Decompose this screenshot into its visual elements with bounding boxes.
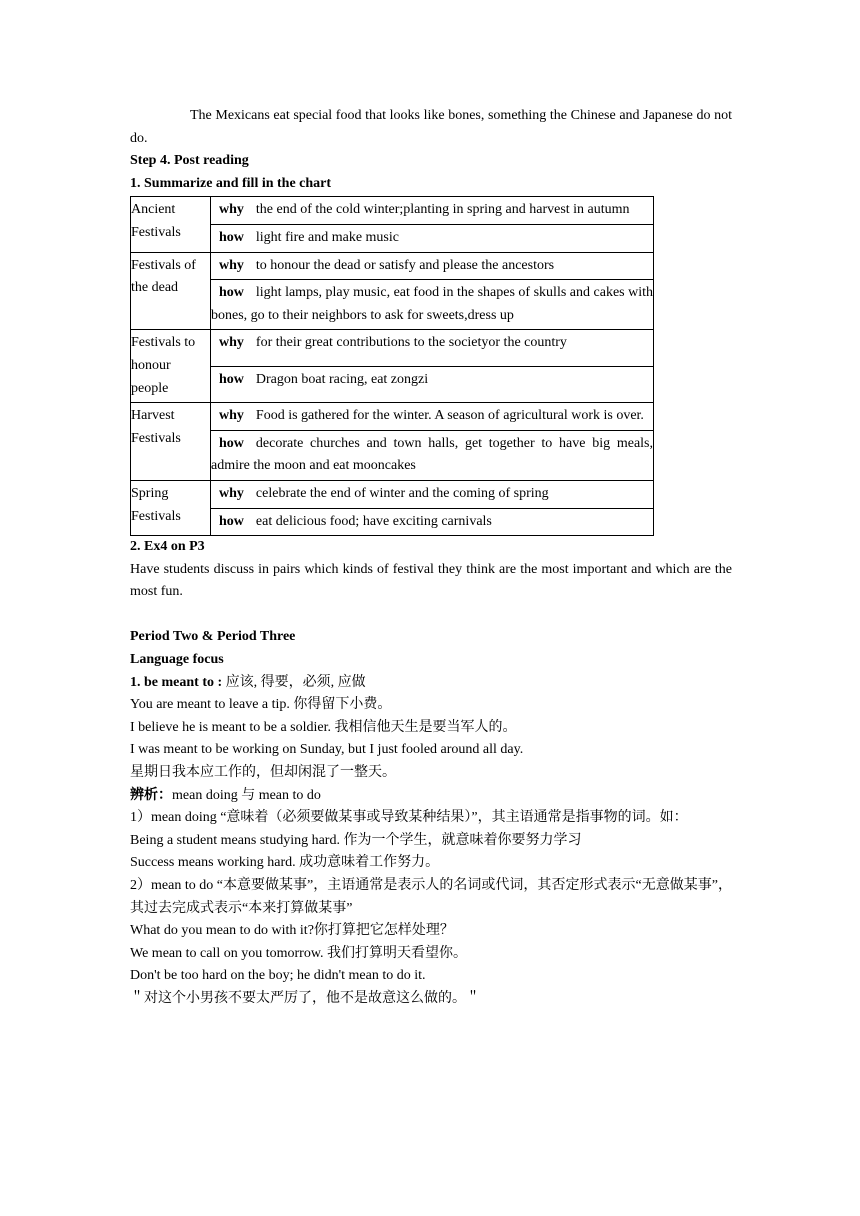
festival-category: Festivals to honour people xyxy=(131,330,211,403)
period-heading: Period Two & Period Three xyxy=(130,629,296,645)
why-cell xyxy=(211,330,654,366)
how-cell xyxy=(211,366,654,402)
festival-category: Ancient Festivals xyxy=(131,197,211,252)
how-text: light lamps, play music, eat food in the shapes of skulls and cakes with bones, go to their neighbors to ask for sweets,dress up xyxy=(211,285,653,323)
why-text: celebrate the end of winter and the coming of spring xyxy=(255,485,549,501)
step4-heading: Step 4. Post reading xyxy=(130,153,249,169)
why-cell xyxy=(211,480,654,508)
chart-row-why xyxy=(131,197,654,225)
festival-chart-body xyxy=(131,197,654,536)
discuss-paragraph: Have students discuss in pairs which kinds of festival they think are the most important and which are the most fun. xyxy=(130,561,732,600)
summarize-heading: 1. Summarize and fill in the chart xyxy=(130,175,332,191)
why-cell xyxy=(211,252,654,280)
festival-chart xyxy=(130,196,654,536)
why-text: Food is gathered for the winter. A season of agricultural work is over. xyxy=(255,408,644,424)
festival-category: Spring Festivals xyxy=(131,480,211,535)
how-text: Dragon boat racing, eat zongzi xyxy=(255,371,429,387)
ex4-heading: 2. Ex4 on P3 xyxy=(130,539,205,555)
example-line: We mean to call on you tomorrow. 我们打算明天看望你。 xyxy=(130,945,468,961)
example-line: ＂对这个小男孩不要太严厉了，他不是故意这么做的。＂ xyxy=(130,990,480,1006)
language-focus-heading: Language focus xyxy=(130,652,224,668)
why-cell xyxy=(211,197,654,225)
example-line: Success means working hard. 成功意味着工作努力。 xyxy=(130,855,440,871)
festival-category: Festivals of the dead xyxy=(131,252,211,330)
example-line: Don't be too hard on the boy; he didn't mean to do it. xyxy=(130,968,426,984)
how-cell xyxy=(211,508,654,536)
point1-line: 1）mean doing “意味着（必须要做某事或导致某种结果）”，其主语通常是指事物的词。如： xyxy=(130,810,688,826)
chart-row-why xyxy=(131,252,654,280)
chart-row-why xyxy=(131,330,654,366)
how-label: how xyxy=(219,285,244,301)
why-label: why xyxy=(219,202,244,218)
analysis-label: 辨析： xyxy=(130,787,172,803)
how-label: how xyxy=(219,371,244,387)
chart-row-why xyxy=(131,403,654,431)
item1-meaning: 应该, 得要，必须, 应做 xyxy=(222,674,366,690)
why-label: why xyxy=(219,408,244,424)
festival-category: Harvest Festivals xyxy=(131,403,211,481)
how-label: how xyxy=(219,229,244,245)
why-text: the end of the cold winter;planting in spring and harvest in autumn xyxy=(255,202,630,218)
example-line: 星期日我本应工作的，但却闲混了一整天。 xyxy=(130,765,396,781)
document-page xyxy=(130,105,732,1011)
why-label: why xyxy=(219,335,244,351)
analysis-text: mean doing 与 mean to do xyxy=(172,787,321,803)
why-label: why xyxy=(219,257,244,273)
example-line: What do you mean to do with it?你打算把它怎样处理？ xyxy=(130,923,454,939)
how-text: light fire and make music xyxy=(255,229,399,245)
how-cell xyxy=(211,224,654,252)
how-cell xyxy=(211,280,654,330)
how-cell xyxy=(211,430,654,480)
intro-paragraph: The Mexicans eat special food that looks like bones, something the Chinese and Japanese do not do. xyxy=(130,108,732,146)
why-text: to honour the dead or satisfy and please the ancestors xyxy=(255,257,555,273)
example-line: Being a student means studying hard. 作为一个学生，就意味着你要努力学习 xyxy=(130,832,582,848)
why-text: for their great contributions to the societyor the country xyxy=(255,335,567,351)
point2-line: 2）mean to do “本意要做某事”，主语通常是表示人的名词或代词，其否定形式表示“无意做某事”，其过去完成式表示“本来打算做某事” xyxy=(130,878,732,916)
spacer xyxy=(130,604,732,627)
item1-head: 1. be meant to : xyxy=(130,674,223,690)
example-line: I was meant to be working on Sunday, but I just fooled around all day. xyxy=(130,742,524,758)
why-cell xyxy=(211,403,654,431)
example-line: You are meant to leave a tip. 你得留下小费。 xyxy=(130,697,392,713)
how-label: how xyxy=(219,513,244,529)
why-label: why xyxy=(219,485,244,501)
how-text: decorate churches and town halls, get together to have big meals, admire the moon and eat mooncakes xyxy=(211,435,653,474)
analysis-line xyxy=(130,785,732,808)
item1-line xyxy=(130,672,732,695)
how-text: eat delicious food; have exciting carnivals xyxy=(255,513,492,529)
how-label: how xyxy=(219,435,244,451)
chart-row-why xyxy=(131,480,654,508)
example-line: I believe he is meant to be a soldier. 我相信他天生是要当军人的。 xyxy=(130,719,517,735)
